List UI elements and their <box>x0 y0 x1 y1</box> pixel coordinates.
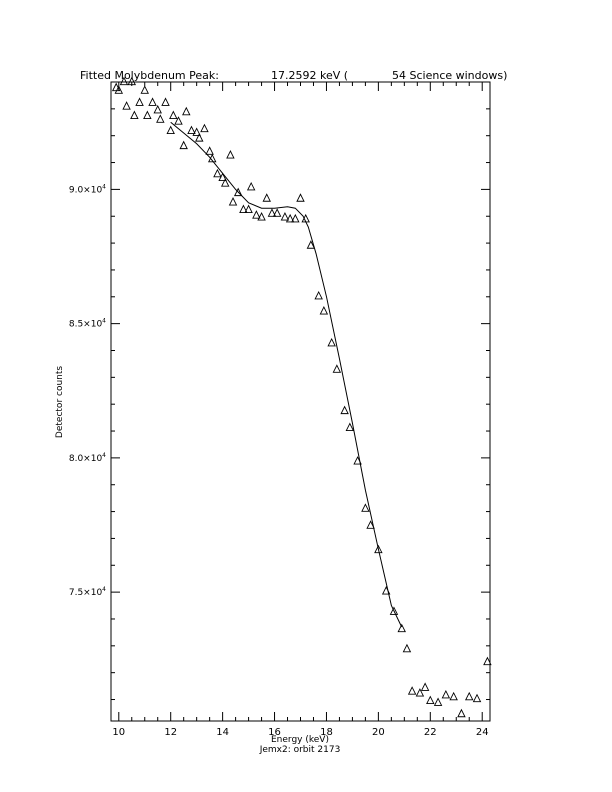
y-axis-ticks <box>111 109 490 700</box>
data-point <box>227 151 234 158</box>
x-tick-label: 14 <box>216 727 229 738</box>
data-point <box>154 106 161 113</box>
data-point <box>320 307 327 314</box>
data-point <box>144 112 151 119</box>
data-point <box>435 698 442 705</box>
chart-title-value: 17.2592 keV ( <box>271 69 349 82</box>
data-point <box>409 687 416 694</box>
chart-title-windows: 54 Science windows) <box>392 69 508 82</box>
data-point <box>328 339 335 346</box>
data-point <box>253 211 260 218</box>
data-point <box>183 108 190 115</box>
data-point <box>131 112 138 119</box>
x-tick-label: 16 <box>268 727 281 738</box>
x-tick-label: 22 <box>423 727 437 738</box>
data-point <box>362 504 369 511</box>
data-point <box>188 127 195 134</box>
data-markers <box>113 78 491 717</box>
data-point <box>474 695 481 702</box>
x-tick-label: 20 <box>372 727 385 738</box>
fit-curve <box>171 122 402 627</box>
y-axis-label: Detector counts <box>55 365 65 439</box>
chart-title: Fitted Molybdenum Peak: <box>80 69 219 82</box>
x-axis-label: Energy (keV) <box>271 735 329 745</box>
chart-footer: Jemx2: orbit 2173 <box>259 745 341 755</box>
data-point <box>403 645 410 652</box>
y-tick-label: $8.5\times 10^4$ <box>68 317 106 330</box>
data-point <box>466 693 473 700</box>
y-tick-label: $8.0\times 10^4$ <box>68 451 106 464</box>
x-axis-ticks <box>119 82 482 721</box>
data-point <box>167 127 174 134</box>
data-point <box>450 693 457 700</box>
data-point <box>170 112 177 119</box>
data-point <box>141 86 148 93</box>
data-point <box>315 292 322 299</box>
data-point <box>263 194 270 201</box>
data-point <box>123 102 130 109</box>
data-point <box>458 710 465 717</box>
x-tick-label: 12 <box>164 727 178 738</box>
data-point <box>281 213 288 220</box>
y-tick-label: $7.5\times 10^4$ <box>68 586 106 599</box>
y-tick-label: $9.0\times 10^4$ <box>68 183 106 196</box>
data-point <box>442 691 449 698</box>
data-point <box>206 147 213 154</box>
data-point <box>157 115 164 122</box>
data-point <box>427 697 434 704</box>
data-point <box>201 125 208 132</box>
data-point <box>162 98 169 105</box>
plot-frame <box>111 82 490 721</box>
data-point <box>180 142 187 149</box>
data-point <box>248 183 255 190</box>
data-point <box>136 98 143 105</box>
x-tick-label: 18 <box>320 727 333 738</box>
data-point <box>341 407 348 414</box>
data-point <box>230 198 237 205</box>
data-point <box>398 625 405 632</box>
data-point <box>333 365 340 372</box>
data-point <box>149 98 156 105</box>
x-tick-label: 24 <box>475 727 489 738</box>
data-point <box>422 683 429 690</box>
y-axis-tick-labels <box>69 183 106 598</box>
x-tick-label: 10 <box>112 727 126 738</box>
data-point <box>214 170 221 177</box>
data-point <box>297 194 304 201</box>
